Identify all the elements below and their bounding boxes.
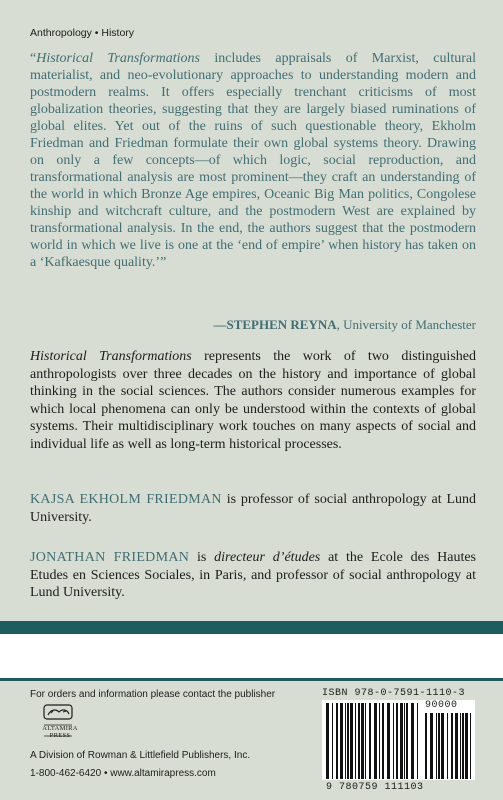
logo-text: ALTAMIRA PRESS — [42, 725, 78, 739]
description-text: represents the work of two distinguished anthropologists over three decades on the history and importance of global thinking in the social sciences. The authors consider numerous examples for which local phenomena can only be understood within the contexts of global systems. Their multidisciplinary work touches on many aspects of social and individual life as well as long-term historical processes. — [30, 349, 476, 452]
review-quote — [30, 50, 476, 271]
author-name-2: JONATHAN FRIEDMAN — [30, 550, 190, 565]
author-bio-2 — [30, 549, 476, 602]
barcode-addon-number: 90000 — [425, 700, 458, 711]
barcode-number: 9 780759 111103 — [326, 782, 424, 793]
orders-info: For orders and information please contact the publisher — [30, 689, 276, 700]
book-description — [30, 348, 476, 474]
category-label: Anthropology • History — [30, 27, 135, 39]
barcode-icon — [326, 703, 420, 779]
decorative-band-top — [0, 621, 503, 634]
author-bio-text-2a: is — [189, 550, 215, 565]
quote-book-title: Historical Transformations — [36, 51, 200, 66]
attribution-name: —STEPHEN REYNA — [213, 317, 337, 332]
quote-text: includes appraisals of Marxist, cultural materialist, and neo-evolutionary approaches to understanding modern and postmodern realms. It offers especially trenchant criticisms of most globalization theories, suggesting that they are largely biased ruminations of global elites. Yet out of the ruins of such questionable theory, Ekholm Friedman and Friedman formulate their own global systems theory. Drawing on only a few concepts—of which logic, social reproduction, and transformational analysis are most prominent—they craft an understanding of the world in which Bronze Age empires, Oceanic Big Man politics, Congolese kinship and witchcraft culture, and the postmodern West are explained by transformational analysis. In the end, the authors suggest that the postmodern world in which we live is one at the ‘end of empire’ when history has taken on a ‘Kafkaesque quality.’” — [30, 51, 476, 270]
author-bio-1 — [30, 491, 476, 526]
author-bio-text-2b: at the Ecole des Hautes Etudes en Sciences Sociales, in Paris, and professor of social anthropology at Lund University. — [30, 550, 476, 600]
decorative-band-white — [0, 634, 503, 678]
quote-attribution — [213, 317, 476, 333]
author-bio-text-1: is professor of social anthropology at Lund University. — [30, 492, 477, 525]
quote-open-mark: “ — [30, 51, 37, 66]
publisher-contact: 1-800-462-6420 • www.altamirapress.com — [30, 768, 216, 779]
addon-barcode-icon — [425, 713, 473, 779]
attribution-affiliation: , University of Manchester — [336, 317, 476, 332]
decorative-band-bottom — [0, 678, 503, 681]
description-book-title: Historical Transformations — [30, 349, 192, 364]
isbn-label: ISBN 978-0-7591-1110-3 — [322, 688, 466, 699]
author-name-1: KAJSA EKHOLM FRIEDMAN — [30, 492, 222, 507]
publisher-division: A Division of Rowman & Littlefield Publishers, Inc. — [30, 750, 251, 761]
author-bio-title-2: directeur d’études — [214, 550, 321, 565]
